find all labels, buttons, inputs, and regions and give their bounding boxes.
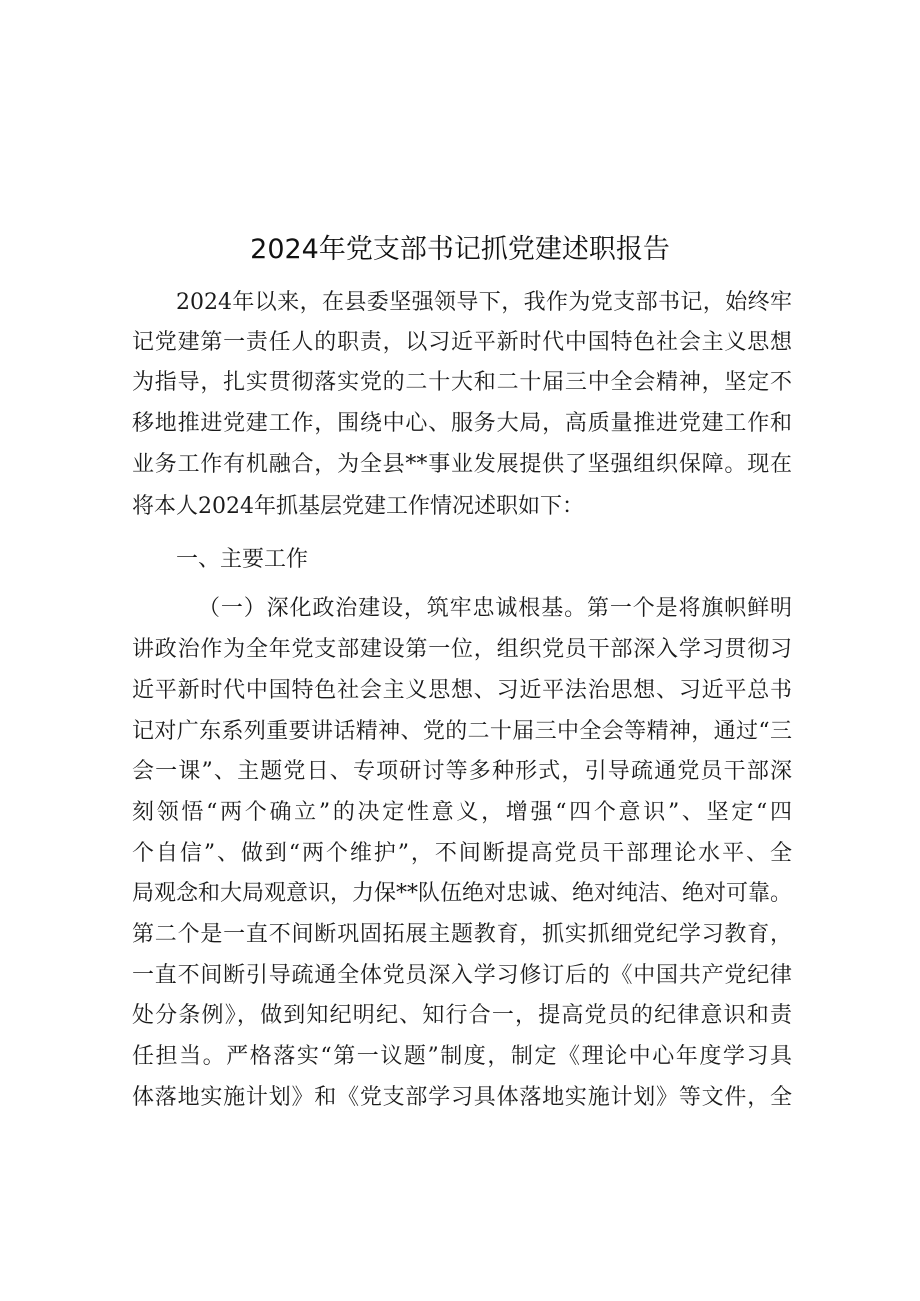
paragraph-line: 会一课”、主题党日、专项研讨等多种形式，引导疏通党员干部深 xyxy=(132,759,792,784)
paragraph-line: 2024年以来，在县委坚强领导下，我作为党支部书记，始终牢 xyxy=(176,290,792,315)
paragraph-line: 将本人2024年抓基层党建工作情况述职如下： xyxy=(132,494,584,519)
paragraph-line: 近平新时代中国特色社会主义思想、习近平法治思想、习近平总书 xyxy=(132,678,792,703)
paragraph-line: 局观念和大局观意识，力保**队伍绝对忠诚、绝对纯洁、绝对可靠。 xyxy=(132,881,793,906)
paragraph-line: 第二个是一直不间断巩固拓展主题教育，抓实抓细党纪学习教育， xyxy=(132,922,792,947)
paragraph-line: 为指导，扎实贯彻落实党的二十大和二十届三中全会精神，坚定不 xyxy=(132,370,792,395)
paragraph-line: 个自信”、做到“两个维护”，不间断提高党员干部理论水平、全 xyxy=(132,841,792,866)
paragraph-line: 记对广东系列重要讲话精神、党的二十届三中全会等精神，通过“三 xyxy=(132,719,792,744)
paragraph-line: 业务工作有机融合，为全县**事业发展提供了坚强组织保障。现在 xyxy=(132,452,792,477)
paragraph-line: 讲政治作为全年党支部建设第一位，组织党员干部深入学习贯彻习 xyxy=(132,637,792,662)
document-title: 2024年党支部书记抓党建述职报告 xyxy=(250,234,670,265)
paragraph-line: 移地推进党建工作，围绕中心、服务大局，高质量推进党建工作和 xyxy=(132,411,792,436)
paragraph-line: 体落地实施计划》和《党支部学习具体落地实施计划》等文件，全 xyxy=(132,1085,792,1110)
paragraph-line: 刻领悟“两个确立”的决定性意义，增强“四个意识”、坚定“四 xyxy=(132,800,792,825)
paragraph-line: 记党建第一责任人的职责，以习近平新时代中国特色社会主义思想 xyxy=(132,330,792,355)
paragraph-line: （一）深化政治建设，筑牢忠诚根基。第一个是将旗帜鲜明 xyxy=(198,596,792,621)
paragraph-line: 处分条例》，做到知纪明纪、知行合一，提高党员的纪律意识和责 xyxy=(132,1003,792,1028)
paragraph-line: 任担当。严格落实“第一议题”制度，制定《理论中心年度学习具 xyxy=(132,1044,792,1069)
paragraph-line: 一直不间断引导疏通全体党员深入学习修订后的《中国共产党纪律 xyxy=(132,963,792,988)
section-heading: 一、主要工作 xyxy=(176,547,309,572)
